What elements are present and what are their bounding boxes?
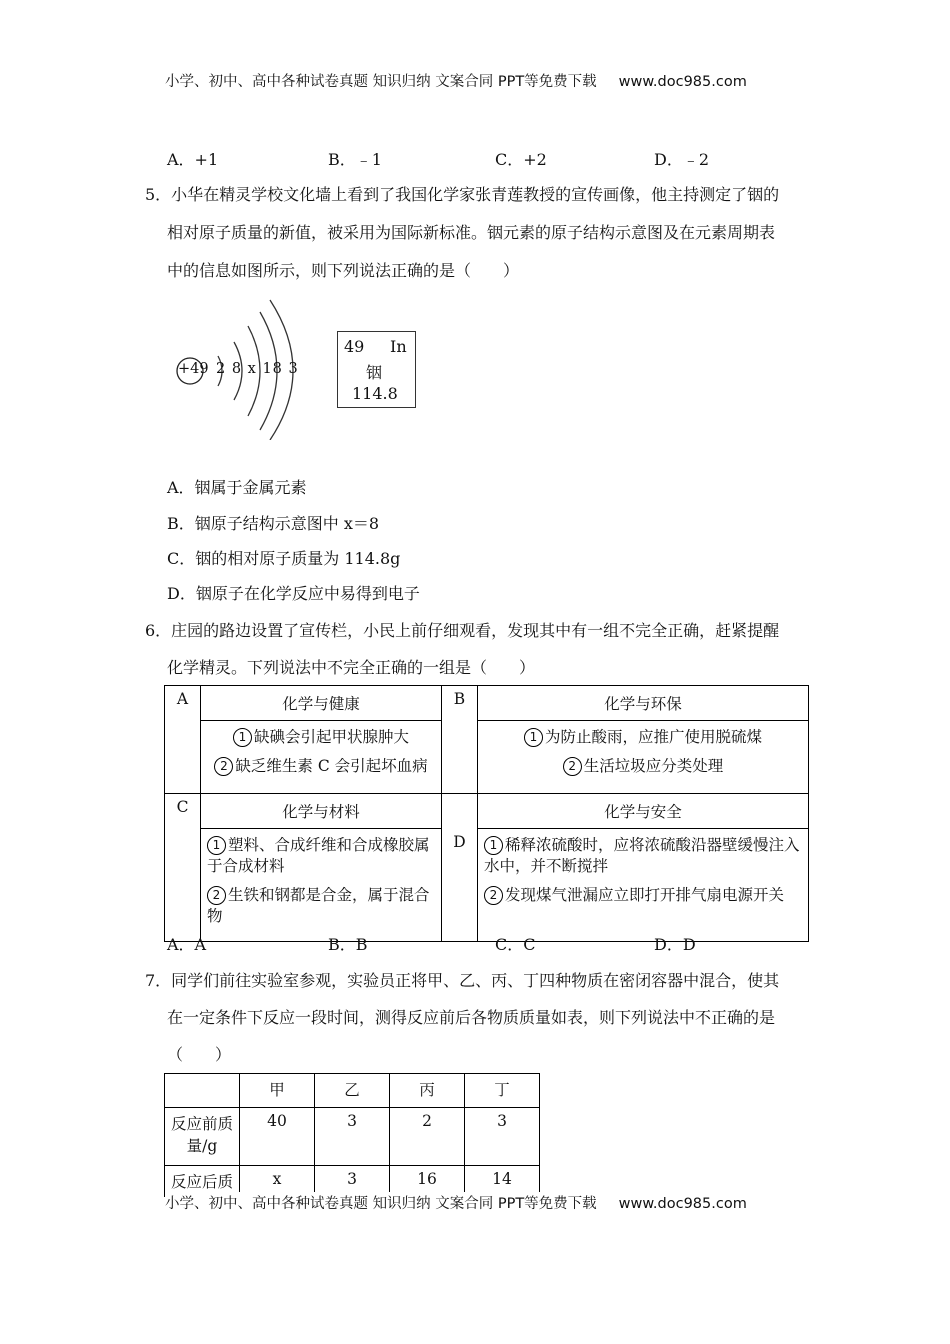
circled-one-icon: 1 bbox=[484, 836, 503, 855]
q6-option-b[interactable]: B．B bbox=[328, 935, 368, 954]
q7-stem-line-2: 在一定条件下反应一段时间，测得反应前后各物质质量如表，则下列说法中不正确的是 bbox=[167, 1008, 776, 1027]
group-d-item-1: 1 稀释浓硫酸时，应将浓硫酸沿器壁缓慢注入水中，并不断搅拌 bbox=[484, 836, 800, 875]
q4-option-a[interactable]: A．+1 bbox=[167, 150, 219, 169]
atomic-mass: 114.8 bbox=[352, 384, 398, 403]
q6-option-a[interactable]: A．A bbox=[167, 935, 207, 954]
nucleus-charge: +49 bbox=[178, 361, 209, 377]
group-c-letter: C bbox=[165, 794, 201, 942]
header-text: 小学、初中、高中各种试卷真题 知识归纳 文案合同 PPT等免费下载 bbox=[165, 74, 597, 90]
group-c-item-1: 1 塑料、合成纤维和合成橡胶属于合成材料 bbox=[207, 836, 430, 875]
q4-options bbox=[167, 147, 817, 169]
q7-stem-line-3: （ ） bbox=[167, 1045, 232, 1064]
q7-header-jia: 甲 bbox=[240, 1074, 315, 1108]
group-a-items bbox=[201, 721, 442, 794]
group-b-letter: B bbox=[442, 686, 478, 794]
header-url[interactable]: www.doc985.com bbox=[618, 74, 747, 90]
group-b-item-2: 2 生活垃圾应分类处理 bbox=[484, 756, 802, 777]
q7-header-ding: 丁 bbox=[465, 1074, 540, 1108]
q5-option-c[interactable]: C．铟的相对原子质量为 114.8g bbox=[167, 549, 401, 568]
q7-after-ding: 14 bbox=[465, 1166, 540, 1197]
group-d-title: 化学与安全 bbox=[478, 794, 809, 829]
circled-two-icon: 2 bbox=[207, 886, 226, 905]
q7-row-after-label: 反应后质 bbox=[165, 1166, 240, 1197]
q7-table bbox=[164, 1073, 540, 1197]
group-b-items bbox=[478, 721, 809, 794]
atom-structure-diagram bbox=[170, 290, 310, 440]
circled-two-icon: 2 bbox=[563, 757, 582, 776]
footer-text: 小学、初中、高中各种试卷真题 知识归纳 文案合同 PPT等免费下载 bbox=[165, 1196, 597, 1212]
q5-option-a[interactable]: A．铟属于金属元素 bbox=[167, 478, 307, 497]
page-footer bbox=[165, 1192, 747, 1213]
q7-header-bing: 丙 bbox=[390, 1074, 465, 1108]
q4-option-d[interactable]: D．﹣2 bbox=[654, 150, 710, 169]
circled-two-icon: 2 bbox=[214, 757, 233, 776]
footer-url[interactable]: www.doc985.com bbox=[618, 1196, 747, 1212]
group-c-item-2: 2 生铁和钢都是合金，属于混合物 bbox=[207, 886, 430, 925]
circled-one-icon: 1 bbox=[233, 728, 252, 747]
group-a-item-2: 2 缺乏维生素 C 会引起坏血病 bbox=[207, 756, 435, 777]
q7-before-ding: 3 bbox=[465, 1108, 540, 1166]
q6-option-c[interactable]: C．C bbox=[495, 935, 536, 954]
group-a-title: 化学与健康 bbox=[201, 686, 442, 721]
q6-options bbox=[167, 932, 817, 954]
q7-after-jia: x bbox=[240, 1166, 315, 1197]
q7-after-bing: 16 bbox=[390, 1166, 465, 1197]
q7-before-bing: 2 bbox=[390, 1108, 465, 1166]
circled-one-icon: 1 bbox=[207, 836, 226, 855]
page-header bbox=[165, 70, 747, 91]
q7-header-empty bbox=[165, 1074, 240, 1108]
group-a-letter: A bbox=[165, 686, 201, 794]
q5-option-b[interactable]: B．铟原子结构示意图中 x＝8 bbox=[167, 514, 380, 533]
atomic-number: 49 bbox=[344, 337, 365, 356]
q6-stem-line-1: 6．庄园的路边设置了宣传栏，小民上前仔细观看，发现其中有一组不完全正确，赶紧提醒 bbox=[145, 621, 780, 640]
group-b-item-1: 1 为防止酸雨，应推广使用脱硫煤 bbox=[484, 727, 802, 748]
q5-stem-line-2: 相对原子质量的新值，被采用为国际新标准。铟元素的原子结构示意图及在元素周期表 bbox=[167, 223, 776, 242]
element-name: 铟 bbox=[366, 363, 383, 382]
q6-stem-line-2: 化学精灵。下列说法中不完全正确的一组是（ ） bbox=[167, 658, 536, 677]
q4-option-b[interactable]: B．﹣1 bbox=[328, 150, 382, 169]
circled-one-icon: 1 bbox=[524, 728, 543, 747]
q7-before-jia: 40 bbox=[240, 1108, 315, 1166]
q5-stem-line-1: 5．小华在精灵学校文化墙上看到了我国化学家张青莲教授的宣传画像，他主持测定了铟的 bbox=[145, 185, 780, 204]
group-d-item-2: 2 发现煤气泄漏应立即打开排气扇电源开关 bbox=[484, 885, 802, 906]
electron-shells: 2 8 x 18 3 bbox=[216, 361, 299, 377]
group-a-item-1: 1 缺碘会引起甲状腺肿大 bbox=[207, 727, 435, 748]
q6-table bbox=[164, 685, 809, 942]
q7-stem-line-1: 7．同学们前往实验室参观，实验员正将甲、乙、丙、丁四种物质在密闭容器中混合，使其 bbox=[145, 971, 780, 990]
group-d-letter: D bbox=[442, 829, 478, 942]
q7-row-before-label: 反应前质量/g bbox=[165, 1108, 240, 1166]
q6-option-d[interactable]: D．D bbox=[654, 935, 696, 954]
periodic-table-cell bbox=[337, 331, 416, 408]
group-c-items bbox=[201, 829, 442, 942]
q5-option-d[interactable]: D．铟原子在化学反应中易得到电子 bbox=[167, 584, 420, 603]
circled-two-icon: 2 bbox=[484, 886, 503, 905]
group-d-items bbox=[478, 829, 809, 942]
group-b-title: 化学与环保 bbox=[478, 686, 809, 721]
group-c-title: 化学与材料 bbox=[201, 794, 442, 829]
q4-option-c[interactable]: C．+2 bbox=[495, 150, 547, 169]
q7-before-yi: 3 bbox=[315, 1108, 390, 1166]
q7-header-yi: 乙 bbox=[315, 1074, 390, 1108]
element-symbol: In bbox=[390, 337, 407, 356]
q7-after-yi: 3 bbox=[315, 1166, 390, 1197]
q5-stem-line-3: 中的信息如图所示，则下列说法正确的是（ ） bbox=[167, 261, 520, 280]
